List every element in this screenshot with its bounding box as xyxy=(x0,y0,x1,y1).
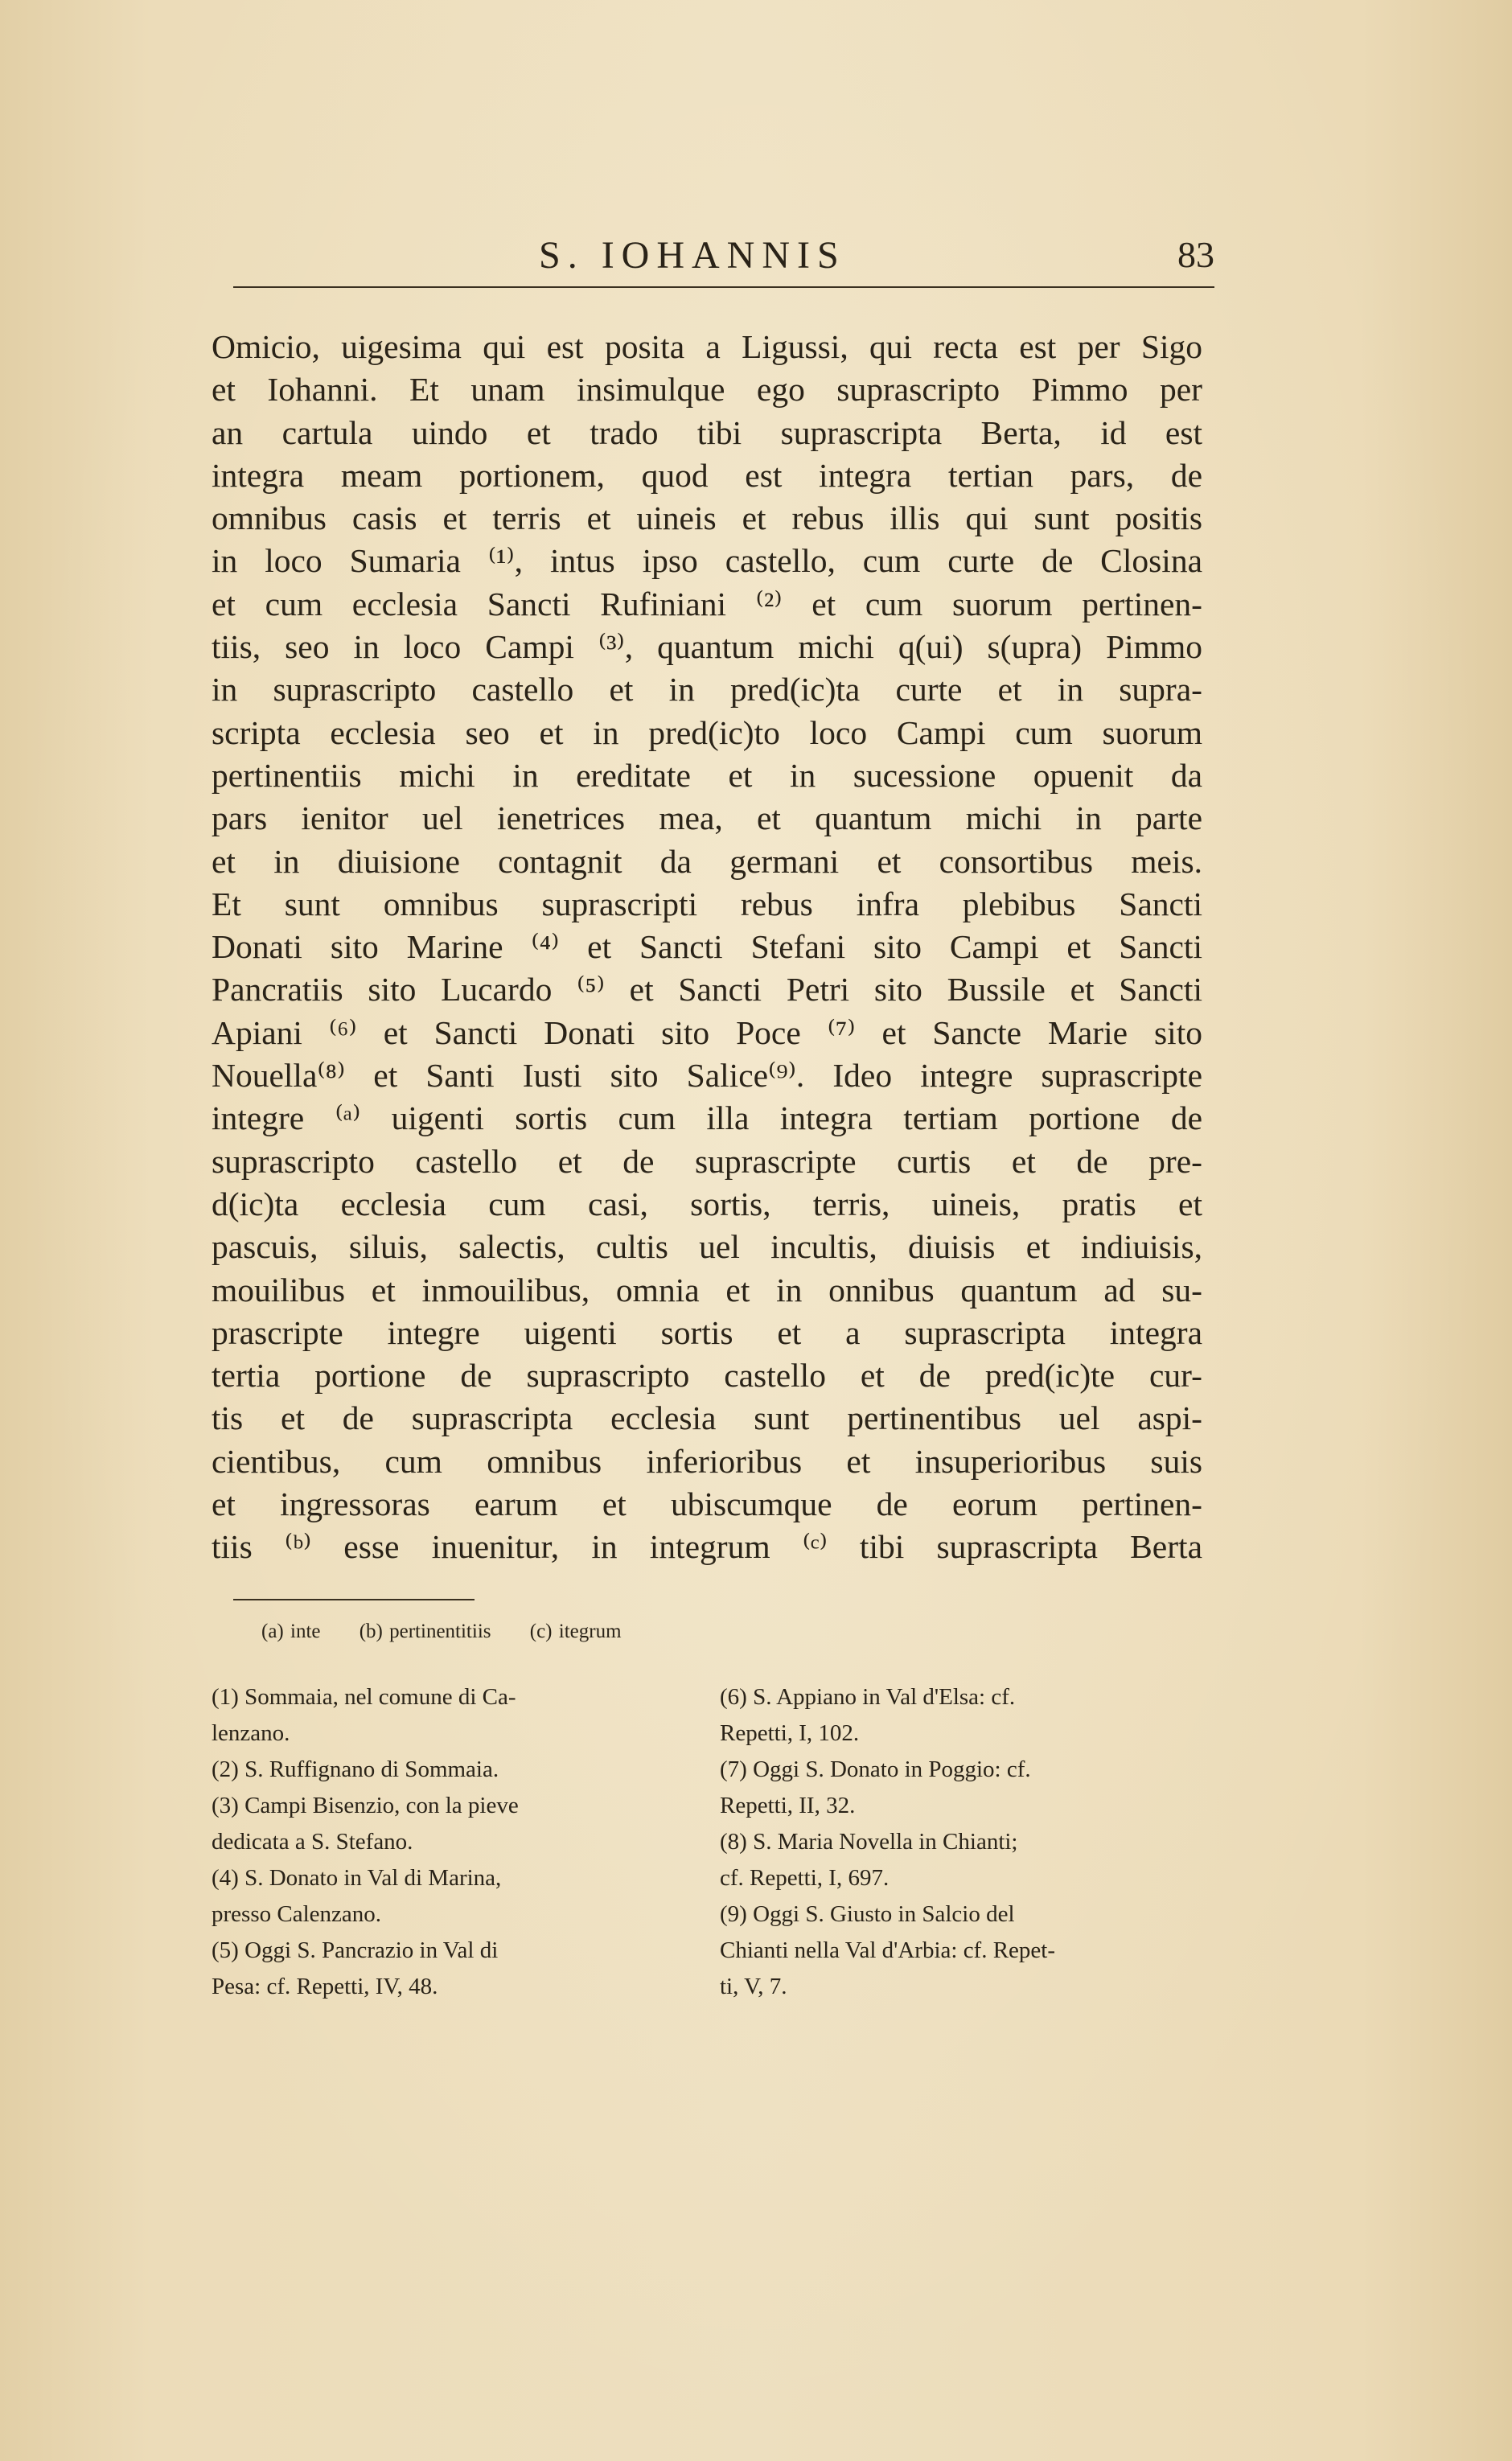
footnote-line: (8) S. Maria Novella in Chianti; xyxy=(720,1829,1018,1855)
text-line: d(ic)ta ecclesia cum casi, sortis, terris, uineis, pratis et xyxy=(212,1185,1202,1222)
footnotes-left-column xyxy=(212,1679,690,2005)
page-header xyxy=(233,233,1214,290)
footnote-line: (7) Oggi S. Donato in Poggio: cf. xyxy=(720,1756,1031,1782)
text-line: integre ⁽ᵃ⁾ uigenti sortis cum illa integra tertiam portione de xyxy=(212,1099,1202,1137)
text-line: an cartula uindo et trado tibi suprascripta Berta, id est xyxy=(212,413,1202,451)
footnotes-right-column xyxy=(720,1679,1198,2005)
text-line: omnibus casis et terris et uineis et rebus illis qui sunt positis xyxy=(212,499,1202,537)
footnote-line: Pesa: cf. Repetti, IV, 48. xyxy=(212,1974,438,1999)
text-line: Omicio, uigesima qui est posita a Ligussi, qui recta est per Sigo xyxy=(212,328,1202,365)
running-title: S. IOHANNIS xyxy=(539,234,846,277)
footnote-line: cf. Repetti, I, 697. xyxy=(720,1865,890,1891)
footnote-line: ti, V, 7. xyxy=(720,1974,787,1999)
main-text xyxy=(212,326,1202,1569)
apparatus-note: (c) itegrum xyxy=(529,1621,622,1642)
text-line: Pancratiis sito Lucardo ⁽⁵⁾ et Sancti Petri sito Bussile et Sancti xyxy=(212,971,1202,1009)
footnote-line: lenzano. xyxy=(212,1720,290,1746)
text-line: pertinentiis michi in ereditate et in sucessione opuenit da xyxy=(212,756,1202,794)
footnote-line: (1) Sommaia, nel comune di Ca- xyxy=(212,1684,516,1710)
text-line: integra meam portionem, quod est integra tertian pars, de xyxy=(212,456,1202,494)
text-line: suprascripto castello et de suprascripte curtis et de pre- xyxy=(212,1142,1202,1180)
footnote-line: Repetti, II, 32. xyxy=(720,1793,856,1818)
text-line: Apiani ⁽⁶⁾ et Sancti Donati sito Poce ⁽⁷⁾ et Sancte Marie sito xyxy=(212,1013,1202,1051)
text-line: tiis, seo in loco Campi ⁽³⁾, quantum michi q(ui) s(upra) Pimmo xyxy=(212,628,1202,666)
text-line: cientibus, cum omnibus inferioribus et insuperioribus suis xyxy=(212,1442,1202,1480)
footnote-line: dedicata a S. Stefano. xyxy=(212,1829,413,1855)
footnote-line: Repetti, I, 102. xyxy=(720,1720,860,1746)
text-line: et cum ecclesia Sancti Rufiniani ⁽²⁾ et cum suorum pertinen- xyxy=(212,585,1202,622)
text-line: mouilibus et inmouilibus, omnia et in onnibus quantum ad su- xyxy=(212,1271,1202,1309)
text-line: Donati sito Marine ⁽⁴⁾ et Sancti Stefani sito Campi et Sancti xyxy=(212,928,1202,966)
page-number: 83 xyxy=(1177,234,1214,275)
text-line: tiis ⁽ᵇ⁾ esse inuenitur, in integrum ⁽ᶜ⁾ tibi suprascripta Berta xyxy=(212,1528,1202,1566)
footnote-line: (6) S. Appiano in Val d'Elsa: cf. xyxy=(720,1684,1016,1710)
apparatus-note: (b) pertinentitiis xyxy=(359,1621,491,1642)
text-line: tis et de suprascripta ecclesia sunt pertinentibus uel aspi- xyxy=(212,1399,1202,1437)
footnote-line: (5) Oggi S. Pancrazio in Val di xyxy=(212,1937,499,1963)
footnote-line: (2) S. Ruffignano di Sommaia. xyxy=(212,1756,499,1782)
text-line: et Iohanni. Et unam insimulque ego suprascripto Pimmo per xyxy=(212,371,1202,409)
text-line: et in diuisione contagnit da germani et consortibus meis. xyxy=(212,842,1202,880)
apparatus-note: (a) inte xyxy=(261,1621,321,1642)
footnote-line: (9) Oggi S. Giusto in Salcio del xyxy=(720,1901,1015,1927)
footnote-line: Chianti nella Val d'Arbia: cf. Repet- xyxy=(720,1937,1056,1963)
text-line: tertia portione de suprascripto castello et de pred(ic)te cur- xyxy=(212,1357,1202,1395)
header-rule xyxy=(233,286,1214,288)
text-line: in suprascripto castello et in pred(ic)ta curte et in supra- xyxy=(212,671,1202,709)
footnote-line: presso Calenzano. xyxy=(212,1901,381,1927)
critical-apparatus xyxy=(261,1621,654,1643)
footnote-line: (4) S. Donato in Val di Marina, xyxy=(212,1865,502,1891)
footnote-rule xyxy=(233,1599,475,1600)
text-line: Nouella⁽⁸⁾ et Santi Iusti sito Salice⁽⁹⁾. Ideo integre suprascripte xyxy=(212,1057,1202,1095)
text-line: pars ienitor uel ienetrices mea, et quantum michi in parte xyxy=(212,799,1202,837)
text-line: scripta ecclesia seo et in pred(ic)to loco Campi cum suorum xyxy=(212,713,1202,751)
text-line: prascripte integre uigenti sortis et a suprascripta integra xyxy=(212,1313,1202,1351)
text-line: Et sunt omnibus suprascripti rebus infra plebibus Sancti xyxy=(212,885,1202,922)
text-line: in loco Sumaria ⁽¹⁾, intus ipso castello, cum curte de Closina xyxy=(212,542,1202,580)
footnote-line: (3) Campi Bisenzio, con la pieve xyxy=(212,1793,519,1818)
text-line: et ingressoras earum et ubiscumque de eorum pertinen- xyxy=(212,1485,1202,1523)
text-line: pascuis, siluis, salectis, cultis uel incultis, diuisis et indiuisis, xyxy=(212,1228,1202,1266)
